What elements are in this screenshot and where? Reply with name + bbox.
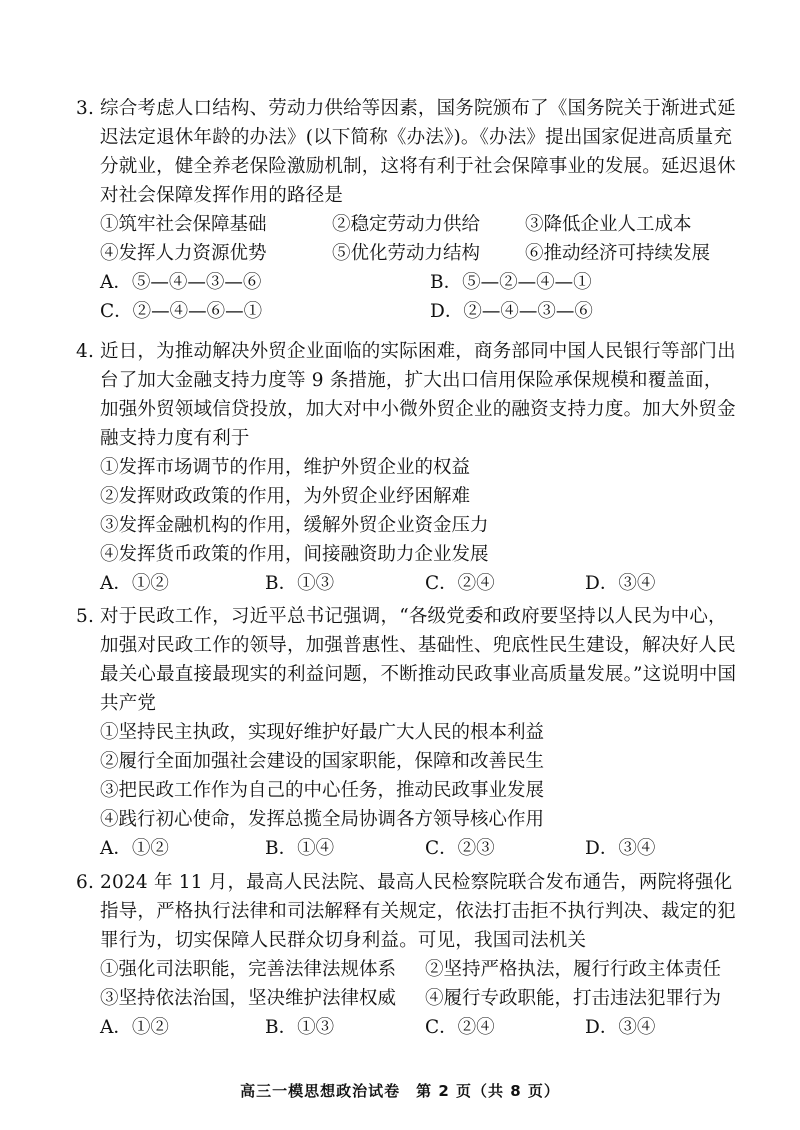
option-d: D．③④ [585,573,656,594]
item: ①强化司法职能，完善法律法规体系 [100,959,397,980]
option-a: A．①② [100,1017,169,1038]
item: ②履行全面加强社会建设的国家职能，保障和改善民生 [100,751,545,772]
item: ②坚持严格执法，履行行政主体责任 [425,959,722,980]
question-number: 3. [76,98,95,119]
options-row [100,297,740,326]
question-stem [76,94,740,210]
option-c: C．②④ [425,573,495,594]
item: ②发挥财政政策的作用，为外贸企业纾困解难 [100,486,471,507]
item: ⑥推动经济可持续发展 [525,243,711,264]
item: ④履行专政职能，打击违法犯罪行为 [425,988,722,1009]
options-row [100,268,740,297]
item: ③降低企业人工成本 [525,214,692,235]
question-text: 对于民政工作，习近平总书记强调，“各级党委和政府要坚持以人民为中心，加强对民政工作的领导，加强普惠性、基础性、兜底性民生建设，解决好人民最关心最直接最现实的利益问题，不断推动民政事业高质量发展。”这说明中国共产党 [100,606,737,714]
item: ①发挥市场调节的作用，维护外贸企业的权益 [100,457,471,478]
option-b: B．①③ [265,573,335,594]
items-row [100,955,740,984]
option-d: D．②—④—③—⑥ [430,301,593,322]
option-a: A．⑤—④—③—⑥ [100,272,262,293]
option-b: B．①④ [265,838,335,859]
item: ⑤优化劳动力结构 [332,243,481,264]
item: ①坚持民主执政，实现好维护好最广大人民的根本利益 [100,722,545,743]
question-4 [76,337,740,598]
item: ①筑牢社会保障基础 [100,214,267,235]
question-number: 4. [76,341,95,362]
option-a: A．①② [100,838,169,859]
items-row [100,984,740,1013]
question-stem [76,602,740,718]
option-c: C．②④ [425,1017,495,1038]
question-number: 5. [76,606,95,627]
option-d: D．③④ [585,1017,656,1038]
items-row [100,210,740,239]
options-row [100,569,740,598]
item: ③发挥金融机构的作用，缓解外贸企业资金压力 [100,515,489,536]
option-c: C．②③ [425,838,495,859]
item: ③把民政工作作为自己的中心任务，推动民政事业发展 [100,780,545,801]
question-number: 6. [76,872,95,893]
option-d: D．③④ [585,838,656,859]
item: ④践行初心使命，发挥总揽全局协调各方领导核心作用 [100,809,545,830]
option-a: A．①② [100,573,169,594]
item: ④发挥货币政策的作用，间接融资助力企业发展 [100,544,489,565]
options-row [100,834,740,863]
page-footer: 高三一模思想政治试卷 第 2 页（共 8 页） [240,1082,560,1100]
question-text: 综合考虑人口结构、劳动力供给等因素，国务院颁布了《国务院关于渐进式延迟法定退休年龄的办法》(以下简称《办法》)。《办法》提出国家促进高质量充分就业，健全养老保险激励机制，这将有利于社会保障事业的发展。延迟退休对社会保障发挥作用的路径是 [100,98,736,206]
question-text: 2024 年 11 月，最高人民法院、最高人民检察院联合发布通告，两院将强化指导，严格执行法律和司法解释有关规定，依法打击拒不执行判决、裁定的犯罪行为，切实保障人民群众切身利益。可见，我国司法机关 [100,872,736,951]
options-row [100,1013,740,1042]
question-6 [76,868,740,1042]
question-text: 近日，为推动解决外贸企业面临的实际困难，商务部同中国人民银行等部门出台了加大金融支持力度等 9 条措施，扩大出口信用保险承保规模和覆盖面，加强外贸领域信贷投放，加大对中小微外贸企业的融资支持力度。加大外贸金融支持力度有利于 [100,341,736,449]
items-row [100,239,740,268]
option-c: C．②—④—⑥—① [100,301,263,322]
option-b: B．⑤—②—④—① [430,272,592,293]
question-stem [76,868,740,955]
question-stem [76,337,740,453]
item: ②稳定劳动力供给 [332,214,481,235]
item: ④发挥人力资源优势 [100,243,267,264]
question-3 [76,94,740,326]
question-5 [76,602,740,863]
item: ③坚持依法治国，坚决维护法律权威 [100,988,397,1009]
option-b: B．①③ [265,1017,335,1038]
